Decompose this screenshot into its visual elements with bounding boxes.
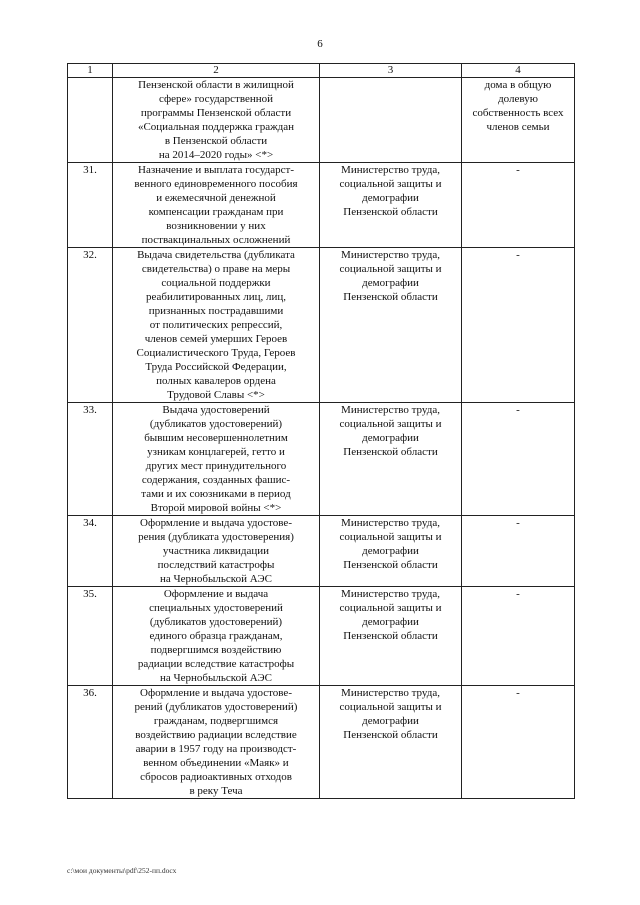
responsible-body: Министерство труда, социальной защиты и демографии Пензенской области: [320, 587, 462, 686]
row-number: 32.: [68, 248, 113, 403]
note: -: [462, 163, 575, 248]
responsible-body: Министерство труда, социальной защиты и демографии Пензенской области: [320, 163, 462, 248]
row-number: 34.: [68, 516, 113, 587]
table-row: [68, 403, 575, 516]
table-row: [68, 686, 575, 799]
page-number: 6: [317, 38, 323, 50]
responsible-body: Министерство труда, социальной защиты и демографии Пензенской области: [320, 403, 462, 516]
table-row: [68, 78, 575, 163]
note: -: [462, 516, 575, 587]
service-name: Назначение и выплата государст- венного единовременного пособия и ежемесячной денежной компенсации гражданам при возникновении у них поствакцинальных осложнений: [113, 163, 320, 248]
table-row: [68, 163, 575, 248]
note: -: [462, 403, 575, 516]
responsible-body: Министерство труда, социальной защиты и демографии Пензенской области: [320, 516, 462, 587]
footer-file-path: c:\мои документы\pdf\252-пп.docx: [67, 866, 177, 875]
column-header: 3: [320, 64, 462, 78]
service-name: Оформление и выдача специальных удостоверений (дубликатов удостоверений) единого образца гражданам, подвергшимся воздействию радиации вследствие катастрофы на Чернобыльской АЭС: [113, 587, 320, 686]
table-row: [68, 516, 575, 587]
service-name: Оформление и выдача удостове- рения (дубликата удостоверения) участника ликвидации последствий катастрофы на Чернобыльской АЭС: [113, 516, 320, 587]
row-number: [68, 78, 113, 163]
row-number: 33.: [68, 403, 113, 516]
service-name: Выдача удостоверений (дубликатов удостоверений) бывшим несовершеннолетним узникам концлагерей, гетто и других мест принудительного содержания, созданных фашис- тами и их союзниками в период Второй мировой войны <*>: [113, 403, 320, 516]
responsible-body: [320, 78, 462, 163]
note: -: [462, 587, 575, 686]
services-table: [67, 63, 575, 799]
responsible-body: Министерство труда, социальной защиты и демографии Пензенской области: [320, 248, 462, 403]
row-number: 36.: [68, 686, 113, 799]
column-header: 1: [68, 64, 113, 78]
column-header: 4: [462, 64, 575, 78]
service-name: Оформление и выдача удостове- рений (дубликатов удостоверений) гражданам, подвергшимся воздействию радиации вследствие аварии в 1957 году на производст- венном объединении «Маяк» и сбросов радиоактивных отходов в реку Теча: [113, 686, 320, 799]
table-row: [68, 248, 575, 403]
note: -: [462, 248, 575, 403]
column-header: 2: [113, 64, 320, 78]
responsible-body: Министерство труда, социальной защиты и демографии Пензенской области: [320, 686, 462, 799]
table-header-row: [68, 64, 575, 78]
service-name: Пензенской области в жилищной сфере» государственной программы Пензенской области «Социальная поддержка граждан в Пензенской области на 2014–2020 годы» <*>: [113, 78, 320, 163]
note: -: [462, 686, 575, 799]
service-name: Выдача свидетельства (дубликата свидетельства) о праве на меры социальной поддержки реабилитированных лиц, лиц, признанных пострадавшими от политических репрессий, членов семей умерших Героев Социалистического Труда, Героев Труда Российской Федерации, полных кавалеров ордена Трудовой Славы <*>: [113, 248, 320, 403]
table-row: [68, 587, 575, 686]
row-number: 31.: [68, 163, 113, 248]
note: дома в общую долевую собственность всех членов семьи: [462, 78, 575, 163]
row-number: 35.: [68, 587, 113, 686]
